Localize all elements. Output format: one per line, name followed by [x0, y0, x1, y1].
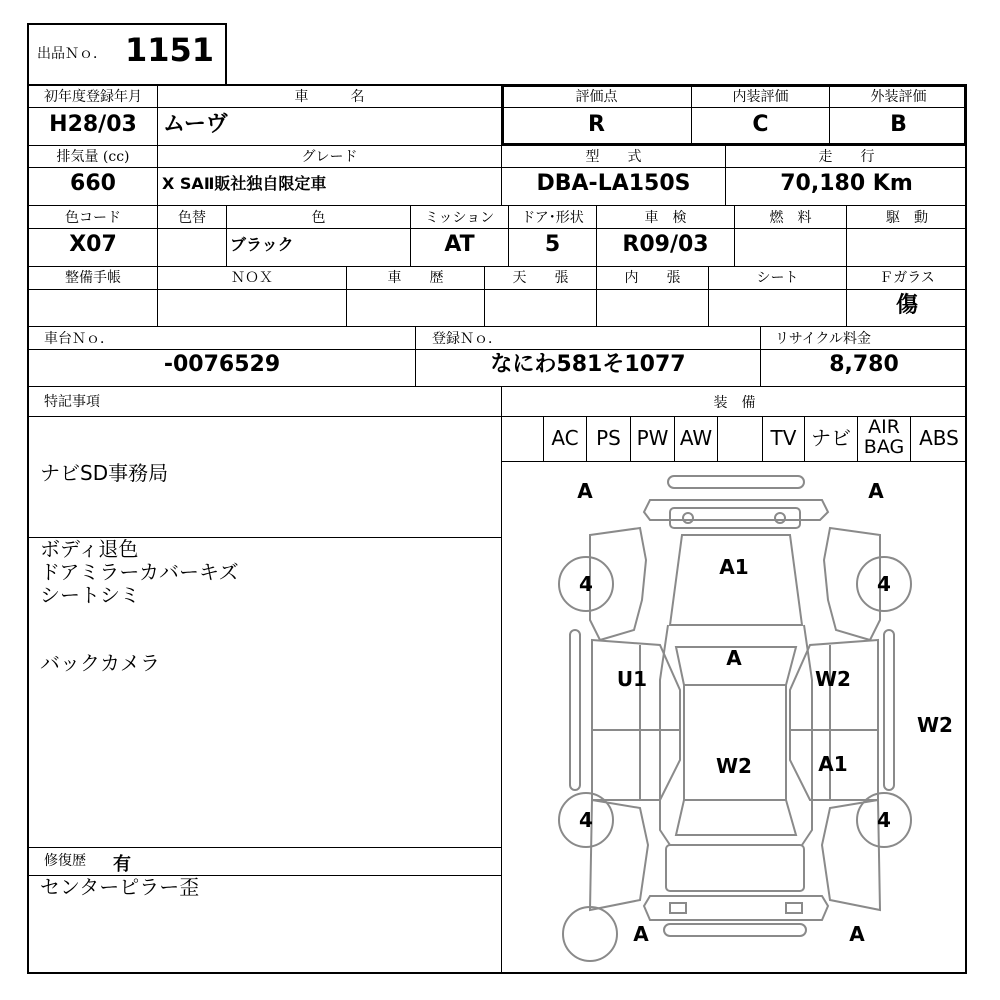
- color-label: 色: [311, 210, 326, 226]
- recycle-label: リサイクル料金: [775, 331, 872, 347]
- seat-label: シート: [756, 270, 799, 286]
- equipment-item-airbag: AIR BAG: [863, 416, 905, 458]
- color-value: ブラック: [230, 235, 294, 254]
- grid-line: [27, 847, 501, 848]
- equipment-item-ps: PS: [596, 426, 621, 450]
- lot-label: 出品Ｎｏ．: [37, 46, 107, 62]
- doors-label: ドア･形状: [521, 210, 584, 226]
- repair-value: 有: [113, 854, 131, 875]
- mileage-value: 70,180 Km: [780, 171, 913, 196]
- f-glass-value: 傷: [895, 293, 918, 318]
- repair-label: 修復歴: [44, 853, 86, 869]
- nox-label: ＮＯＸ: [231, 270, 273, 286]
- damage-right-rear: A1: [818, 752, 848, 776]
- equipment-item-tv: TV: [770, 426, 797, 450]
- fuel-label: 燃 料: [769, 210, 812, 226]
- displacement-label: 排気量 (cc): [56, 149, 130, 165]
- doors-value: 5: [544, 232, 561, 257]
- chassis-value: -0076529: [163, 352, 281, 377]
- grid-line: [27, 289, 967, 290]
- notes-item: シートシミ: [40, 583, 140, 607]
- grade-label: グレード: [301, 149, 358, 165]
- exterior-value: B: [890, 112, 907, 137]
- interior-label: 内装評価: [732, 89, 789, 105]
- notes-label: 特記事項: [44, 394, 100, 410]
- model-label: 型 式: [585, 149, 642, 165]
- car-diagram: [502, 462, 967, 973]
- color-change-label: 色替: [178, 210, 206, 226]
- damage-hood: A1: [719, 555, 749, 579]
- lot-box: [27, 23, 227, 85]
- roof-label: 天 張: [512, 270, 569, 286]
- registration-value: なにわ581そ1077: [490, 352, 686, 377]
- damage-right-outer: W2: [917, 713, 953, 737]
- notes-extra: バックカメラ: [40, 651, 160, 675]
- damage-front-right: A: [868, 479, 884, 503]
- first-reg-value: H28/03: [49, 112, 137, 137]
- model-value: DBA-LA150S: [536, 171, 691, 196]
- maintenance-label: 整備手帳: [65, 270, 121, 286]
- color-code-value: X07: [69, 232, 117, 257]
- equipment-item-navi: ナビ: [811, 426, 851, 450]
- score-label: 評価点: [575, 89, 618, 105]
- lot-number: 1151: [125, 31, 215, 69]
- color-code-label: 色コード: [65, 210, 121, 226]
- notes-line1: ナビSD事務局: [40, 461, 169, 485]
- displacement-value: 660: [70, 171, 116, 196]
- score-value: R: [588, 112, 605, 137]
- grid-line: [27, 326, 967, 327]
- grid-line: [27, 266, 967, 267]
- recycle-value: 8,780: [829, 352, 899, 377]
- transmission-label: ミッション: [424, 210, 495, 226]
- history-label: 車 歴: [387, 270, 444, 286]
- damage-wheel-rr: 4: [877, 808, 891, 832]
- damage-roof: W2: [716, 754, 752, 778]
- grid-line: [27, 167, 967, 168]
- grade-value: X SAⅡ販社独自限定車: [162, 174, 327, 193]
- damage-rear-left: A: [633, 922, 649, 946]
- notes-item: ドアミラーカバーキズ: [40, 560, 239, 584]
- notes-list: [40, 538, 239, 607]
- repair-note: センターピラー歪: [40, 875, 200, 899]
- f-glass-label: Ｆガラス: [879, 270, 935, 286]
- grid-line: [27, 386, 967, 387]
- damage-front-left: A: [577, 479, 593, 503]
- damage-wheel-fr: 4: [877, 572, 891, 596]
- drive-label: 駆 動: [886, 210, 928, 226]
- mileage-label: 走 行: [818, 149, 875, 165]
- grid-line: [717, 416, 718, 462]
- damage-wheel-rl: 4: [579, 808, 593, 832]
- equipment-label: 装 備: [713, 395, 756, 411]
- inspection-label: 車 検: [644, 210, 687, 226]
- equipment-item-pw: PW: [636, 426, 669, 450]
- car-name-value: ムーヴ: [163, 112, 228, 137]
- transmission-value: AT: [444, 232, 475, 257]
- grid-line: [27, 228, 967, 229]
- interior-trim-label: 内 張: [624, 270, 681, 286]
- damage-left-side: U1: [616, 667, 648, 691]
- inspection-value: R09/03: [622, 232, 709, 257]
- damage-wheel-fl: 4: [579, 572, 593, 596]
- registration-label: 登録Ｎｏ．: [432, 331, 502, 347]
- exterior-label: 外装評価: [870, 89, 927, 105]
- grid-line: [27, 205, 967, 206]
- damage-right-side: W2: [815, 667, 851, 691]
- damage-rear-right: A: [849, 922, 865, 946]
- notes-item: ボディ退色: [40, 537, 139, 561]
- equipment-item-ac: AC: [551, 426, 579, 450]
- equipment-item-abs: ABS: [919, 426, 959, 450]
- first-reg-label: 初年度登録年月: [44, 89, 142, 105]
- chassis-label: 車台Ｎｏ．: [44, 331, 114, 347]
- car-name-label: 車 名: [294, 89, 365, 105]
- damage-roof-front: A: [726, 646, 742, 670]
- interior-value: C: [752, 112, 769, 137]
- equipment-item-aw: AW: [679, 426, 713, 450]
